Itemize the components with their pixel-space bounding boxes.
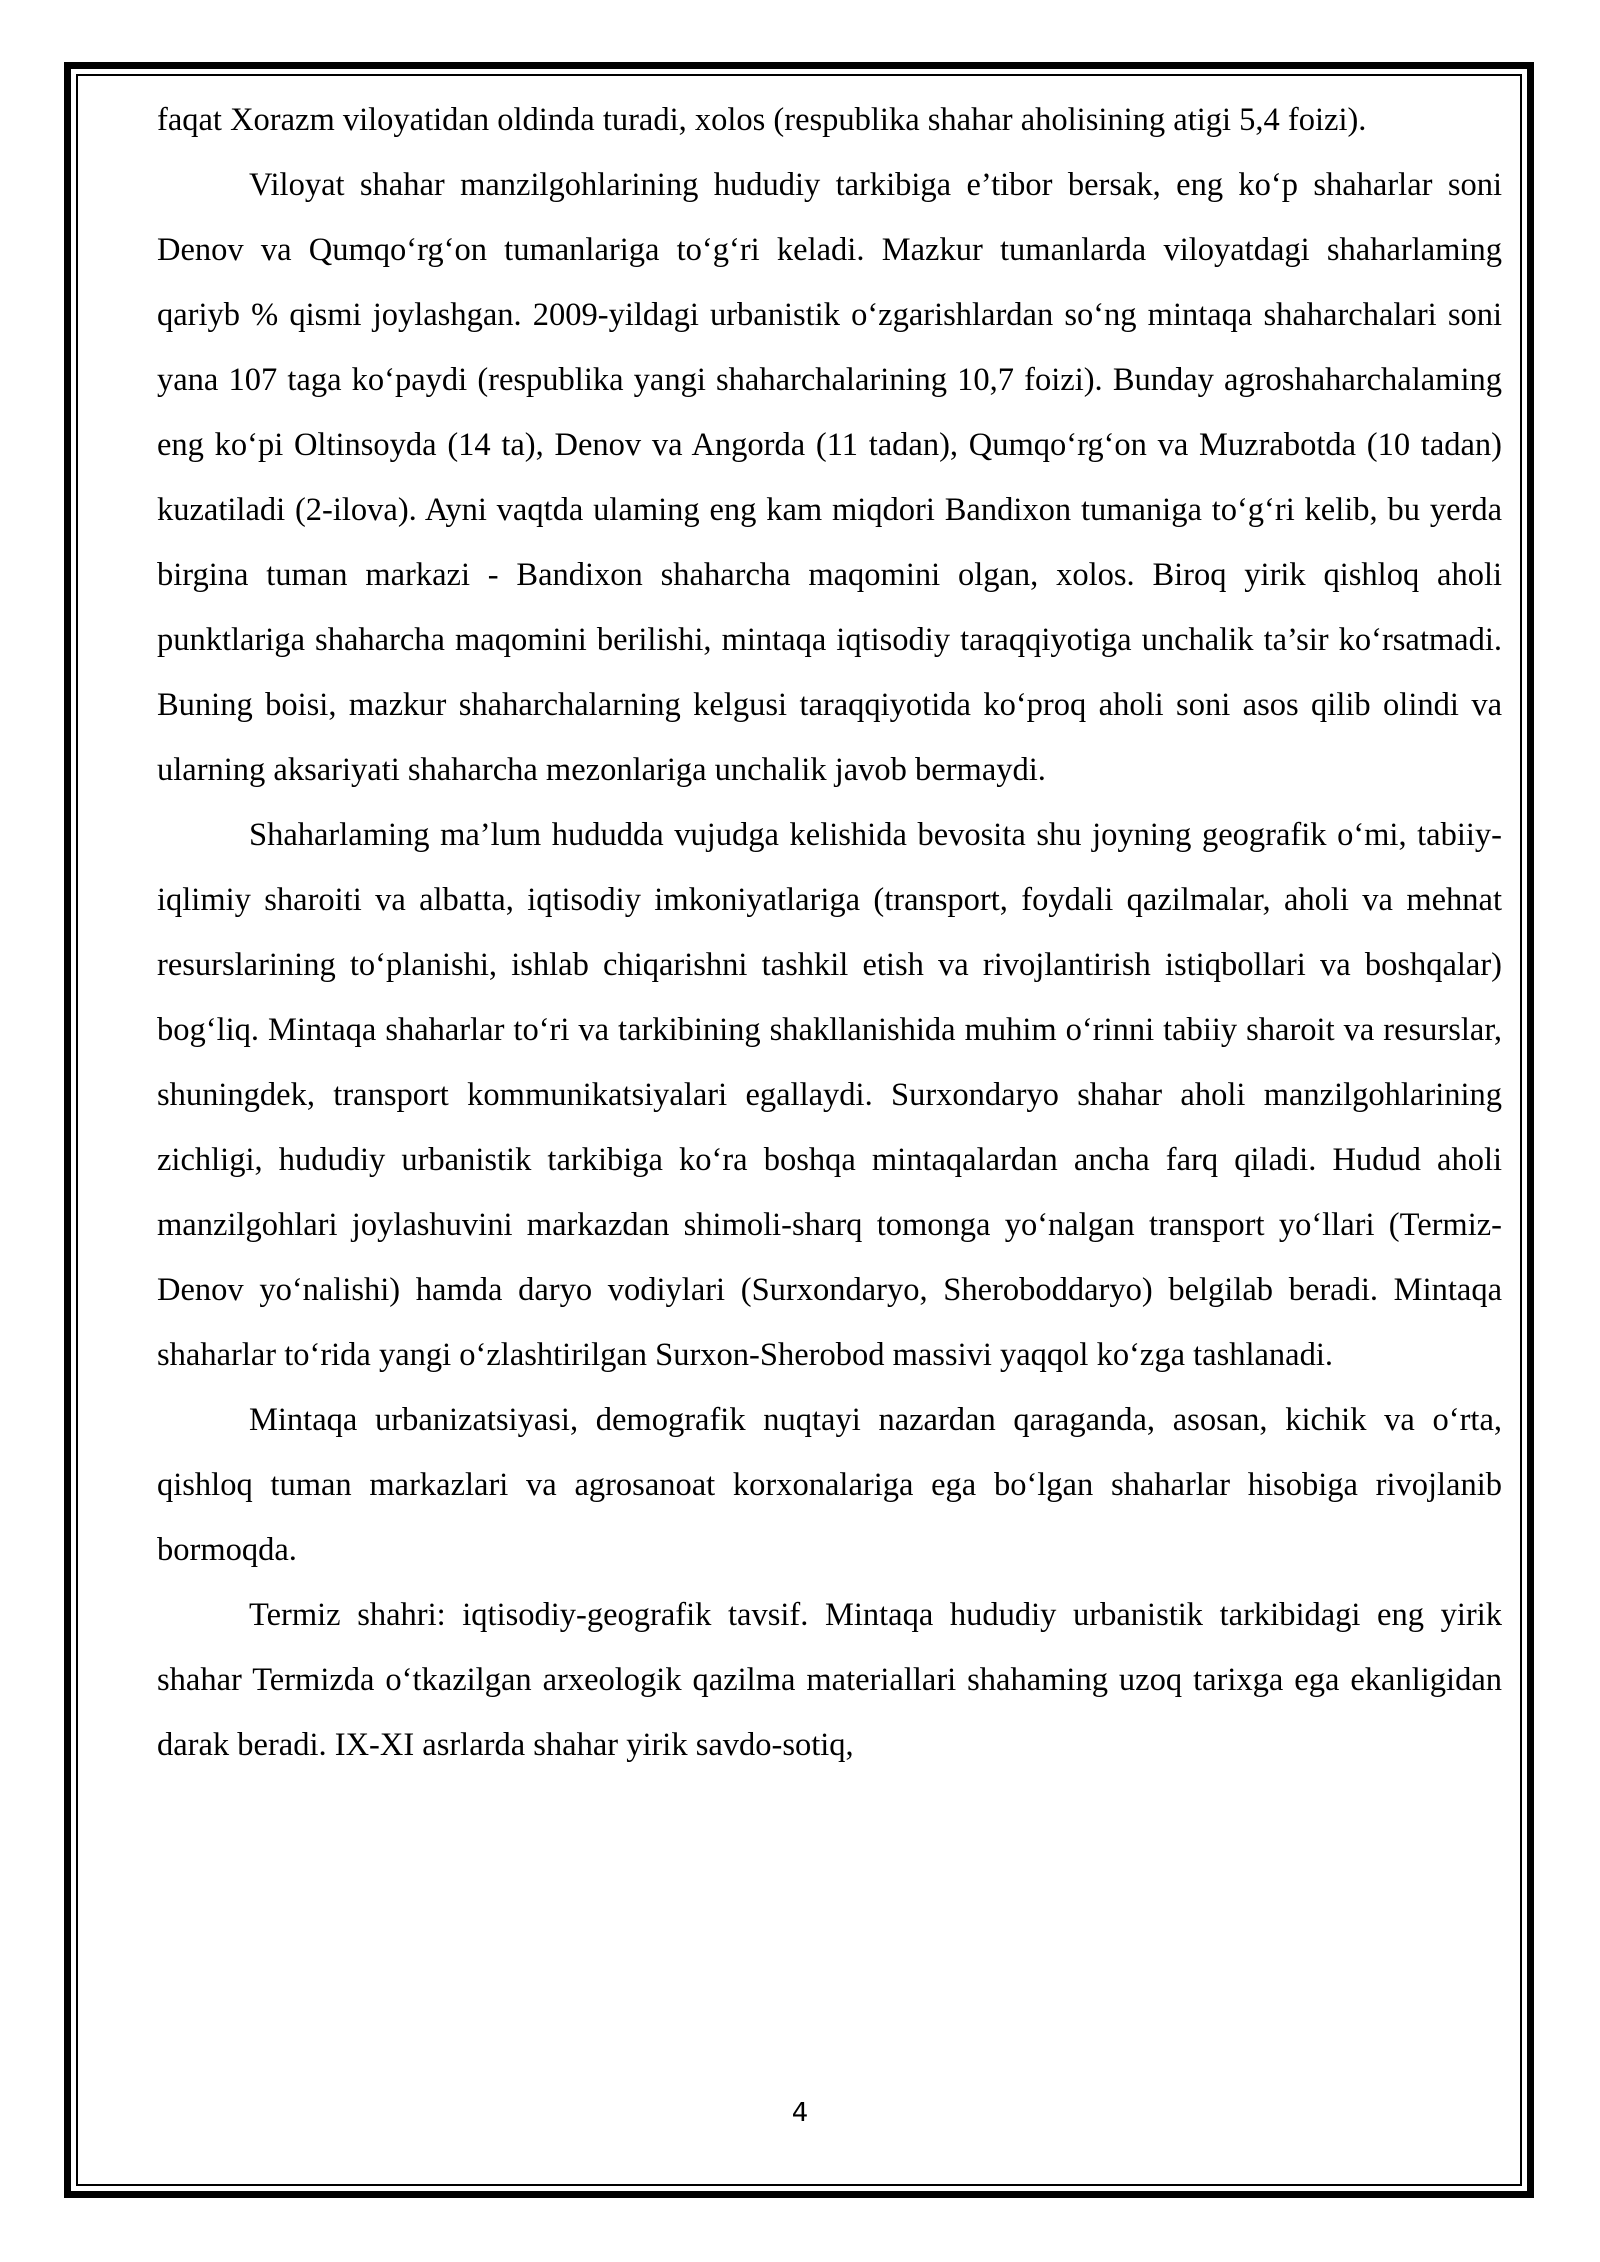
paragraph-geographic-factors: Shaharlaming ma’lum hududda vujudga kelishida bevosita shu joyning geografik o‘mi, tabiiy-iqlimiy sharoiti va albatta, iqtisodiy imkoniyatlariga (transport, foydali qazilmalar, aholi va mehnat resurslarining to‘planishi, ishlab chiqarishni tashkil etish va rivojlantirish istiqbollari va boshqalar) bog‘liq. Mintaqa shaharlar to‘ri va tarkibining shakllanishida muhim o‘rinni tabiiy sharoit va resurslar, shuningdek, transport kommunikatsiyalari egallaydi. Surxondaryo shahar aholi manzilgohlarining zichligi, hududiy urbanistik tarkibiga ko‘ra boshqa mintaqalardan ancha farq qiladi. Hudud aholi manzilgohlari joylashuvini markazdan shimoli-sharq tomonga yo‘nalgan transport yo‘llari (Termiz-Denov yo‘nalishi) hamda daryo vodiylari (Surxondaryo, Sheroboddaryo) belgilab beradi. Mintaqa shaharlar to‘rida yangi o‘zlashtirilgan Surxon-Sherobod massivi yaqqol ko‘zga tashlanadi. (157, 817, 1502, 1373)
document-body (157, 88, 1502, 1778)
paragraph-urbanization: Mintaqa urbanizatsiyasi, demografik nuqtayi nazardan qaraganda, asosan, kichik va o‘rta, qishloq tuman markazlari va agrosanoat korxonalariga ega bo‘lgan shaharlar hisobiga rivojlanib bormoqda. (157, 1402, 1502, 1568)
page-number: 4 (791, 2098, 809, 2128)
paragraph-termiz: Termiz shahri: iqtisodiy-geografik tavsif. Mintaqa hududiy urbanistik tarkibidagi eng yirik shahar Termizda o‘tkazilgan arxeologik qazilma materiallari shahaming uzoq tarixga ega ekanligidan darak beradi. IX-XI asrlarda shahar yirik savdo-sotiq, (157, 1597, 1502, 1763)
paragraph-continuation: faqat Xorazm viloyatidan oldinda turadi, xolos (respublika shahar aholisining atigi 5,4 foizi). (157, 102, 1367, 138)
paragraph-city-distribution: Viloyat shahar manzilgohlarining hududiy tarkibiga e’tibor bersak, eng ko‘p shaharlar soni Denov va Qumqo‘rg‘on tumanlariga to‘g‘ri keladi. Mazkur tumanlarda viloyatdagi shaharlaming qariyb % qismi joylashgan. 2009-yildagi urbanistik o‘zgarishlardan so‘ng mintaqa shaharchalari soni yana 107 taga ko‘paydi (respublika yangi shaharchalarining 10,7 foizi). Bunday agroshaharchalaming eng ko‘pi Oltinsoyda (14 ta), Denov va Angorda (11 tadan), Qumqo‘rg‘on va Muzrabotda (10 tadan) kuzatiladi (2-ilova). Ayni vaqtda ulaming eng kam miqdori Bandixon tumaniga to‘g‘ri kelib, bu yerda birgina tuman markazi - Bandixon shaharcha maqomini olgan, xolos. Biroq yirik qishloq aholi punktlariga shaharcha maqomini berilishi, mintaqa iqtisodiy taraqqiyotiga unchalik ta’sir ko‘rsatmadi. Buning boisi, mazkur shaharchalarning kelgusi taraqqiyotida ko‘proq aholi soni asos qilib olindi va ularning aksariyati shaharcha mezonlariga unchalik javob bermaydi. (157, 167, 1502, 788)
